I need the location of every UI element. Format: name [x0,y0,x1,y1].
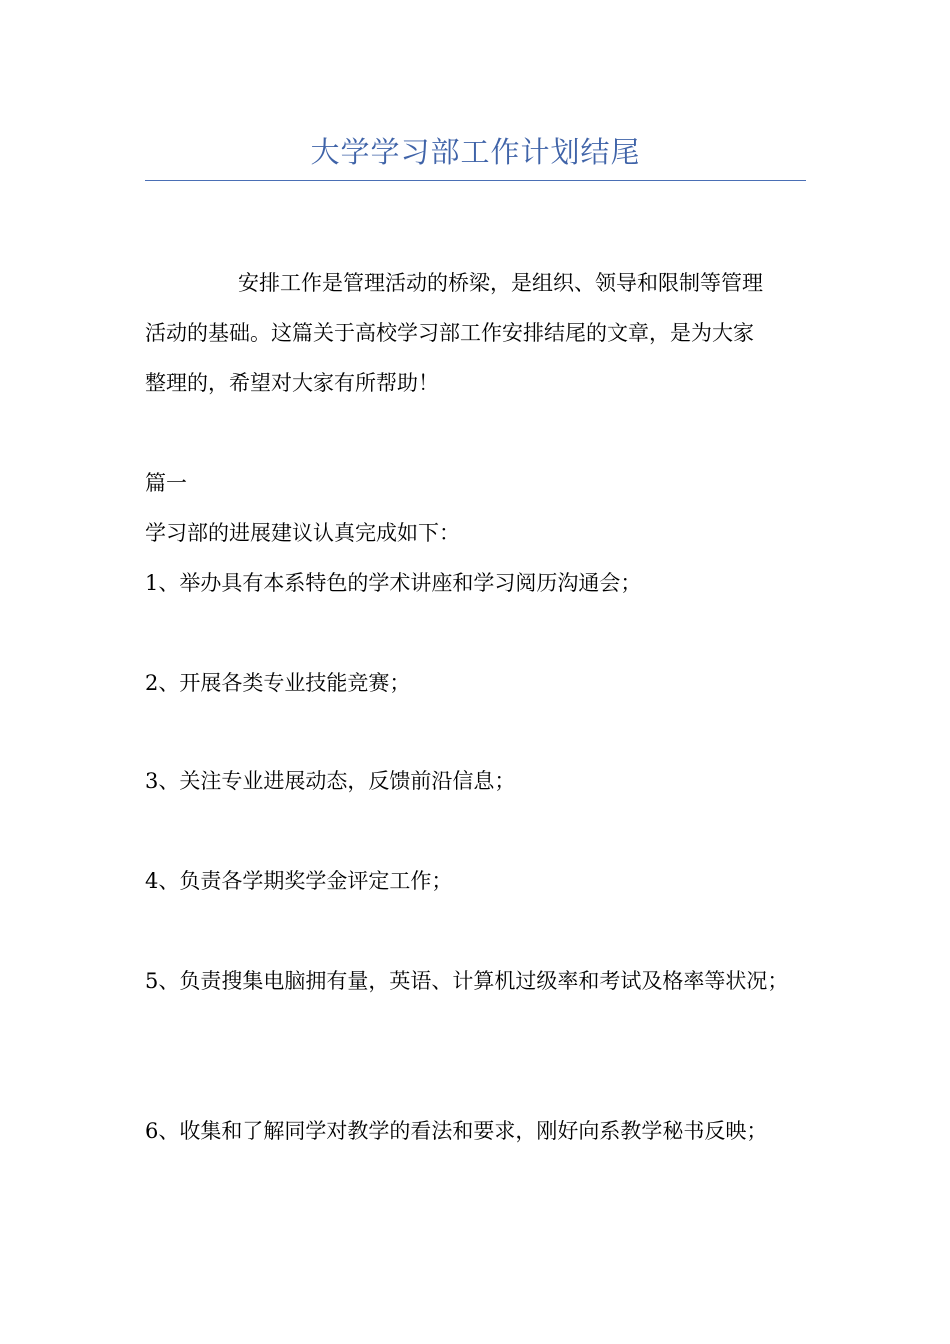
section-heading: 篇一 [145,471,187,495]
intro-line-3: 整理的，希望对大家有所帮助！ [145,371,439,395]
list-item-5: 5、负责搜集电脑拥有量，英语、计算机过级率和考试及格率等状况； [145,969,789,993]
title-divider [145,180,806,181]
document-title: 大学学习部工作计划结尾 [310,135,641,169]
lead-paragraph: 学习部的进展建议认真完成如下： [145,521,460,545]
list-item-4: 4、负责各学期奖学金评定工作； [145,869,453,893]
intro-line-2: 活动的基础。这篇关于高校学习部工作安排结尾的文章，是为大家 [145,321,754,345]
list-item-6: 6、收集和了解同学对教学的看法和要求，刚好向系教学秘书反映； [145,1119,768,1143]
intro-line-1: 安排工作是管理活动的桥梁，是组织、领导和限制等管理 [238,271,763,295]
list-item-1: 1、举办具有本系特色的学术讲座和学习阅历沟通会； [145,571,642,595]
list-item-2: 2、开展各类专业技能竞赛； [145,671,411,695]
list-item-3: 3、关注专业进展动态，反馈前沿信息； [145,769,516,793]
